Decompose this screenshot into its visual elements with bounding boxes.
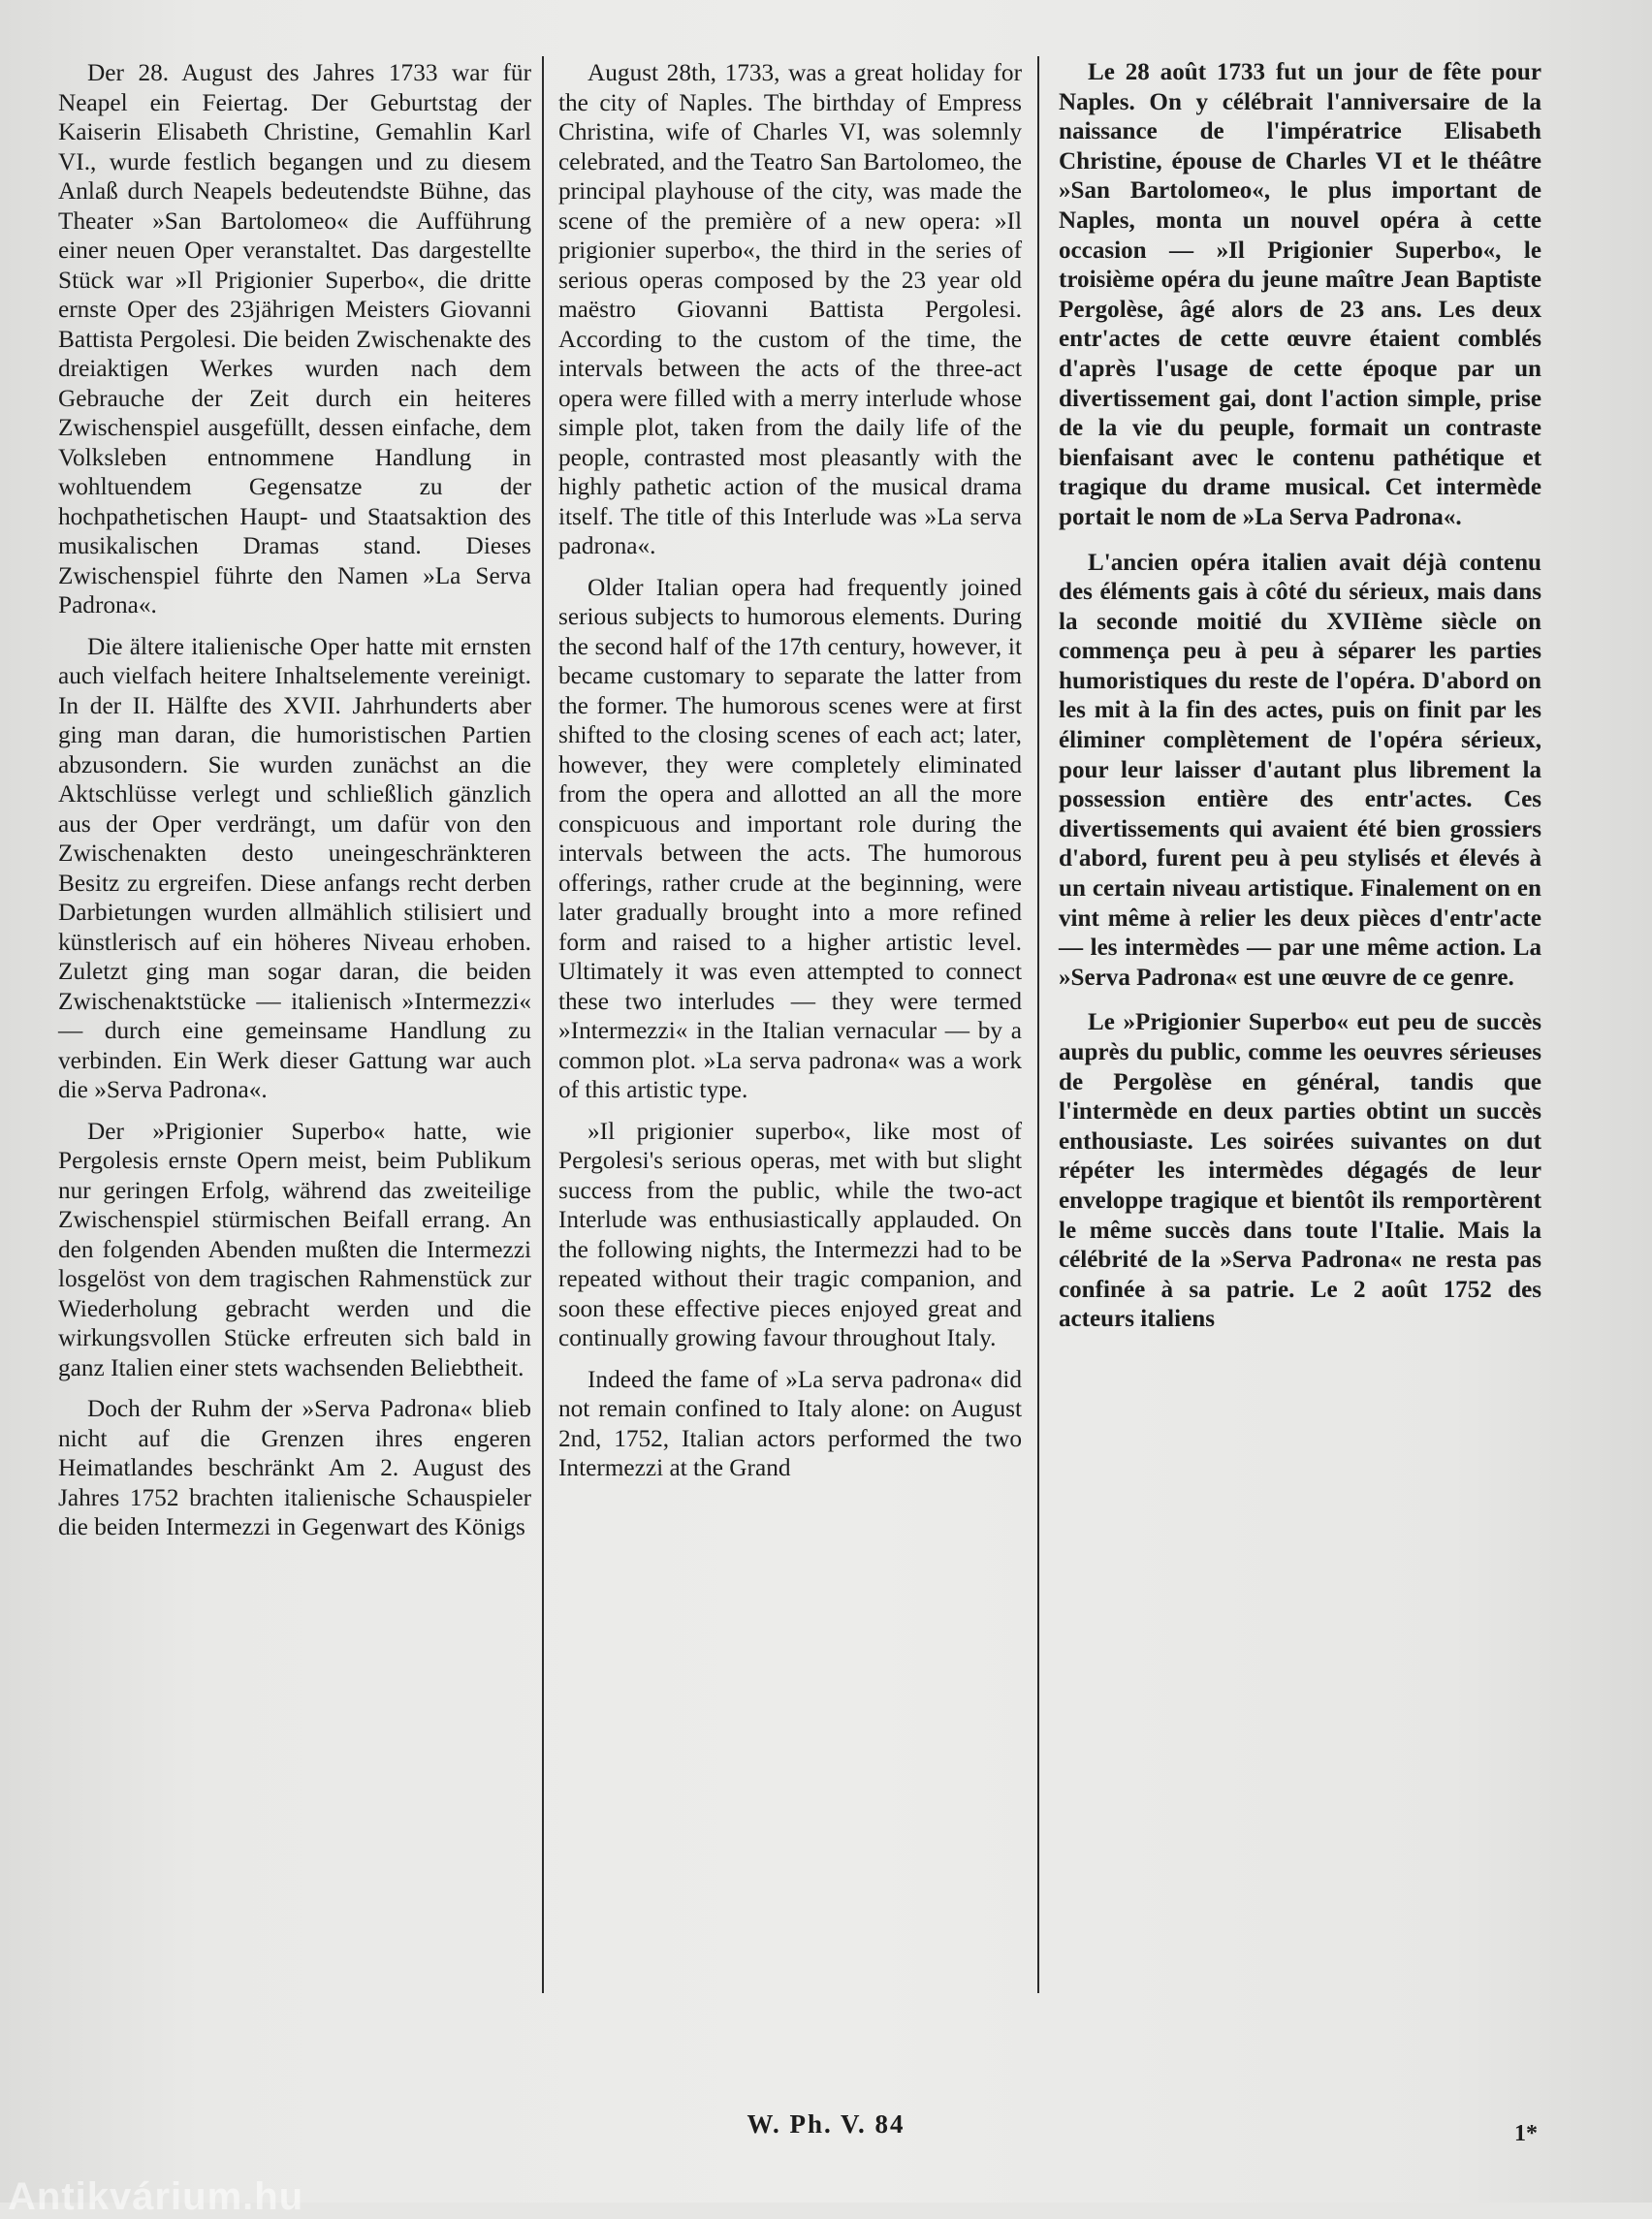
english-paragraph-1: August 28th, 1733, was a great holiday for the city of Naples. The birthday of Empress Christina, wife of Charles VI, was solemnly celebrated, and the Teatro San Bartolomeo, the principal playhouse of the city, was made the scene of the première of a new opera: »Il prigionier superbo«, the third in the series of serious operas composed by the 23 year old maëstro Giovanni Battista Pergolesi. According to the custom of the time, the intervals between the acts of the three-act opera were filled with a merry interlude whose simple plot, taken from the daily life of the people, contrasted most pleasantly with the highly pathetic action of the musical drama itself. The title of this Interlude was »La serva padrona«. — [558, 59, 1022, 559]
german-paragraph-2: Die ältere italienische Oper hatte mit ernsten auch vielfach heitere Inhaltselemente vereinigt. In der II. Hälfte des XVII. Jahrhunderts aber ging man daran, die humoristischen Partien abzusondern. Sie wurden zunächst an die Aktschlüsse verlegt und schließlich gänzlich aus der Oper verdrängt, um dafür von den Zwischenakten desto uneingeschränkteren Besitz zu ergreifen. Diese anfangs recht derben Darbietungen wurden allmählich stilisiert und künstlerisch auf ein höheres Niveau erhoben. Zuletzt ging man sogar daran, die beiden Zwischenaktstücke — italienisch »Intermezzi« — durch eine gemeinsame Handlung zu verbinden. Ein Werk dieser Gattung war auch die »Serva Padrona«. — [58, 632, 531, 1103]
catalog-number: W. Ph. V. 84 — [747, 2109, 905, 2139]
german-paragraph-3: Der »Prigionier Superbo« hatte, wie Pergolesis ernste Opern meist, beim Publikum nur geringen Erfolg, während das zweiteilige Zwischenspiel stürmischen Beifall errang. An den folgenden Abenden mußten die Intermezzi losgelöst von dem tragischen Rahmenstück zur Wiederholung gebracht werden und die wirkungsvollen Stücke erfreuten sich bald in ganz Italien einer stets wachsenden Beliebtheit. — [58, 1117, 531, 1381]
english-column — [558, 58, 1022, 1495]
column-divider-left — [542, 56, 544, 1993]
french-paragraph-3: Le »Prigionier Superbo« eut peu de succès auprès du public, comme les oeuvres sérieuses de Pergolèse en général, tandis que l'intermède en deux parties obtint un succès enthousiaste. Les soirées suivantes on dut répéter les intermèdes dégagés de leur enveloppe tragique et bientôt ils remportèrent le même succès dans toute l'Italie. Mais la célébrité de la »Serva Padrona« ne resta pas confinée à sa patrie. Le 2 août 1752 des acteurs italiens — [1059, 1009, 1541, 1333]
english-paragraph-3: »Il prigionier superbo«, like most of Pergolesi's serious operas, met with but slight success from the public, while the two-act Interlude was enthusiastically applauded. On the following nights, the Intermezzi had to be repeated without their tragic companion, and soon these effective pieces enjoyed great and continually growing favour throughout Italy. — [558, 1117, 1022, 1351]
english-paragraph-4: Indeed the fame of »La serva padrona« did not remain confined to Italy alone: on August 2nd, 1752, Italian actors performed the two Intermezzi at the Grand — [558, 1365, 1022, 1481]
german-column — [58, 58, 531, 1554]
sheet-mark: 1* — [1514, 2121, 1538, 2146]
french-paragraph-2: L'ancien opéra italien avait déjà contenu des éléments gais à côté du sérieux, mais dans la seconde moitié du XVIIème siècle on commença peu à peu à séparer les parties humoristiques du reste de l'opéra. D'abord on les mit à la fin des actes, puis on finit par les éliminer complètement de l'opéra sérieux, pour leur laisser d'autant plus librement la possession entière des entr'actes. Ces divertissements qui avaient été bien grossiers d'abord, furent peu à peu stylisés et élevés à un certain niveau artistique. Finalement on en vint même à relier les deux pièces d'entr'acte — les intermèdes — par une même action. La »Serva Padrona« est une œuvre de ce genre. — [1059, 549, 1541, 991]
column-divider-right — [1037, 56, 1039, 1993]
french-column — [1059, 58, 1541, 1350]
watermark: Antikvárium.hu — [8, 2175, 304, 2218]
german-paragraph-1: Der 28. August des Jahres 1733 war für Neapel ein Feiertag. Der Geburtstag der Kaiserin Elisabeth Christine, Gemahlin Karl VI., wurde festlich begangen und zu diesem Anlaß durch Neapels bedeutendste Bühne, das Theater »San Bartolomeo« die Aufführung einer neuen Oper veranstaltet. Das dargestellte Stück war »Il Prigionier Superbo«, die dritte ernste Oper des 23jährigen Meisters Giovanni Battista Pergolesi. Die beiden Zwischenakte des dreiaktigen Werkes wurden nach dem Gebrauche der Zeit durch ein heiteres Zwischenspiel ausgefüllt, dessen einfache, dem Volksleben entnommene Handlung in wohltuendem Gegensatze zu der hochpathetischen Haupt- und Staatsaktion des musikalischen Dramas stand. Dieses Zwischenspiel führte den Namen »La Serva Padrona«. — [58, 59, 531, 618]
english-paragraph-2: Older Italian opera had frequently joined serious subjects to humorous elements. During the second half of the 17th century, however, it became customary to separate the latter from the former. The humorous scenes were at first shifted to the closing scenes of each act; later, however, they were completely eliminated from the opera and allotted an all the more conspicuous and important role during the intervals between the acts. The humorous offerings, rather crude at the beginning, were later gradually brought into a more refined form and raised to a higher artistic level. Ultimately it was even attempted to connect these two interludes — they were termed »Intermezzi« in the Italian vernacular — by a common plot. »La serva padrona« was a work of this artistic type. — [558, 573, 1022, 1103]
german-paragraph-4: Doch der Ruhm der »Serva Padrona« blieb nicht auf die Grenzen ihres engeren Heimatlandes beschränkt Am 2. August des Jahres 1752 brachten italienische Schauspieler die beiden Intermezzi in Gegenwart des Königs — [58, 1395, 531, 1540]
french-paragraph-1: Le 28 août 1733 fut un jour de fête pour Naples. On y célébrait l'anniversaire de la naissance de l'impératrice Elisabeth Christine, épouse de Charles VI et le théâtre »San Bartolomeo«, le plus important de Naples, monta un nouvel opéra à cette occasion — »Il Prigionier Superbo«, le troisième opéra du jeune maître Jean Baptiste Pergolèse, âgé alors de 23 ans. Les deux entr'actes de cette œuvre étaient comblés d'après l'usage de cette époque par un divertissement gai, dont l'action simple, prise de la vie du peuple, formait un contraste bienfaisant avec le contenu pathétique et tragique du drame musical. Cet intermède portait le nom de »La Serva Padrona«. — [1059, 59, 1541, 530]
